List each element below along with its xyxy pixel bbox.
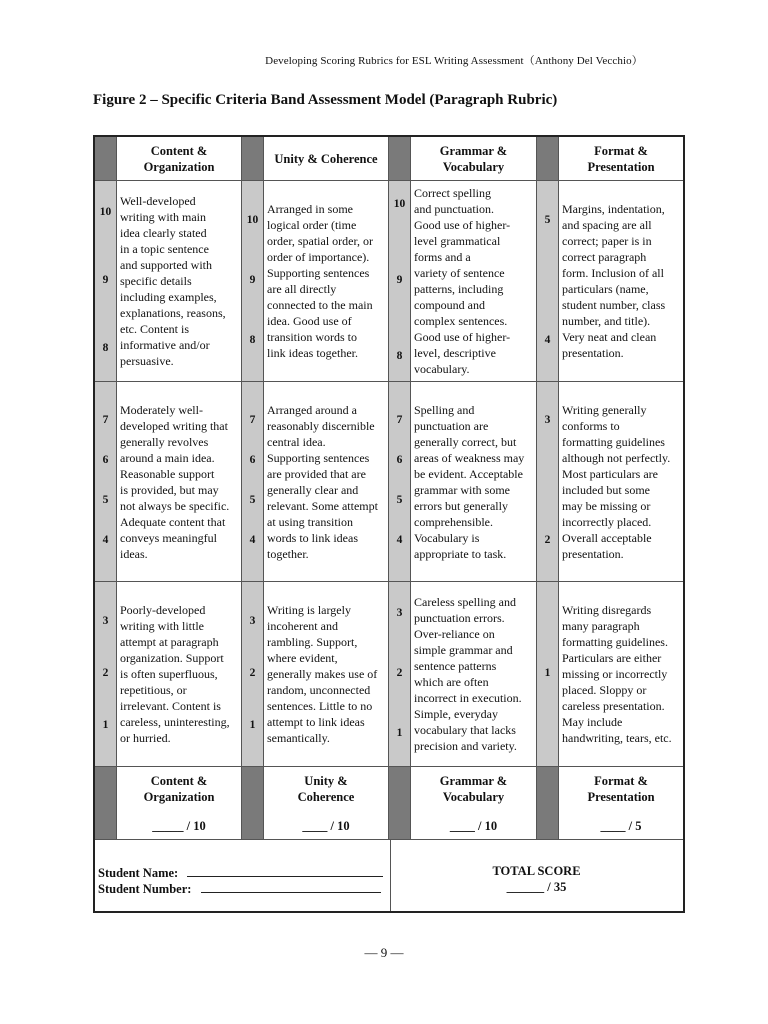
descriptor-line: number, and title). <box>562 314 651 328</box>
descriptor-line: placed. Sloppy or <box>562 683 647 697</box>
descriptor-line: and punctuation. <box>414 202 494 216</box>
descriptor-line: appropriate to task. <box>414 546 507 561</box>
descriptor-line: Overall acceptable <box>562 530 652 545</box>
descriptor-line: May include <box>562 715 623 729</box>
descriptor-line: Most particulars are <box>562 466 658 481</box>
descriptor-line: comprehensible. <box>414 514 493 529</box>
figure-title: Figure 2 – Specific Criteria Band Assessment Model (Paragraph Rubric) <box>93 92 558 108</box>
descriptor-line: reasonably discernible <box>267 418 375 433</box>
descriptor-line: may be missing or <box>562 498 651 513</box>
score-value: 10 <box>99 205 112 218</box>
header-line: Content & <box>150 143 208 158</box>
header-row <box>95 137 683 181</box>
descriptor-line: Poorly-developed <box>120 603 206 617</box>
band-row-1 <box>95 181 683 382</box>
descriptor-line: Margins, indentation, <box>562 202 665 216</box>
format-score-column <box>537 181 559 381</box>
student-name-line <box>98 864 383 881</box>
descriptor-line: careless presentation. <box>562 699 665 713</box>
descriptor-line: ideas. <box>120 546 148 561</box>
score-value: 7 <box>249 414 256 426</box>
grammar-score-column <box>389 382 411 581</box>
descriptor-line: errors but generally <box>414 498 508 513</box>
score-value: 1 <box>544 666 551 679</box>
descriptor-line: incoherent and <box>267 619 338 633</box>
descriptor-line: Arranged in some <box>267 202 353 216</box>
descriptor-line: irrelevant. Content is <box>120 699 221 713</box>
score-value: 6 <box>396 454 403 466</box>
score-value: 6 <box>249 454 256 466</box>
descriptor-line: level grammatical <box>414 234 501 248</box>
unity-descriptor <box>264 181 389 381</box>
score-value: 3 <box>249 614 256 627</box>
footer-label-line: Vocabulary <box>442 790 505 804</box>
descriptor-line: persuasive. <box>120 354 174 368</box>
descriptor-line: presentation. <box>562 346 624 360</box>
descriptor-line: attempt at paragraph <box>120 635 219 649</box>
score-entry-row <box>95 767 683 840</box>
descriptor-line: where evident, <box>267 651 338 665</box>
unity-score-column <box>242 382 264 581</box>
descriptor-line: attempt to link ideas <box>267 715 365 729</box>
score-value: 5 <box>102 494 109 506</box>
format-descriptor <box>559 382 683 581</box>
descriptor-line: Reasonable support <box>120 466 215 481</box>
score-value: 2 <box>249 666 256 679</box>
descriptor-line: Very neat and clean <box>562 330 657 344</box>
footer-label-line: Coherence <box>297 790 355 804</box>
score-value: 4 <box>396 534 403 546</box>
score-column-header <box>389 137 411 180</box>
descriptor-line: incorrectly placed. <box>562 514 652 529</box>
content-descriptor <box>117 382 242 581</box>
unity-descriptor <box>264 582 389 766</box>
descriptor-line: presentation. <box>562 546 624 561</box>
descriptor-line: etc. Content is <box>120 322 189 336</box>
descriptor-line: writing with main <box>120 210 206 224</box>
descriptor-line: explanations, reasons, <box>120 306 226 320</box>
descriptor-line: relevant. Some attempt <box>267 498 378 513</box>
descriptor-line: vocabulary. <box>414 362 470 376</box>
score-value: 5 <box>396 494 403 506</box>
descriptor-line: patterns, including <box>414 282 504 296</box>
descriptor-line: Vocabulary is <box>414 530 480 545</box>
descriptor-line: order of importance). <box>267 250 370 264</box>
grammar-score-column <box>389 582 411 766</box>
descriptor-line: including examples, <box>120 290 217 304</box>
descriptor-line: are all directly <box>267 282 337 296</box>
descriptor-line: Writing generally <box>562 402 647 417</box>
footer-unity-coherence <box>264 767 389 839</box>
format-score-blank[interactable]: ____ / 5 <box>600 819 642 833</box>
score-value: 3 <box>102 614 109 627</box>
header-line: Presentation <box>587 159 655 174</box>
descriptor-line: included but some <box>562 482 650 497</box>
descriptor-line: forms and a <box>414 250 471 264</box>
format-descriptor <box>559 582 683 766</box>
descriptor-line: although not perfectly. <box>562 450 671 465</box>
score-value: 7 <box>102 414 109 426</box>
descriptor-line: generally revolves <box>120 434 209 449</box>
descriptor-line: formatting guidelines <box>562 434 665 449</box>
descriptor-line: order, spatial order, or <box>267 234 373 248</box>
score-value: 5 <box>544 213 551 226</box>
header-line: Unity & Coherence <box>274 151 378 166</box>
descriptor-line: is often superfluous, <box>120 667 218 681</box>
descriptor-line: Writing is largely <box>267 603 351 617</box>
descriptor-line: Good use of higher- <box>414 218 511 232</box>
score-column-footer <box>537 767 559 839</box>
footer-label-line: Grammar & <box>439 774 508 788</box>
score-value: 9 <box>102 273 109 286</box>
descriptor-line: punctuation errors. <box>414 611 505 625</box>
descriptor-line: repetitious, or <box>120 683 187 697</box>
score-value: 4 <box>249 534 256 546</box>
content-score-column <box>95 382 117 581</box>
format-score-column <box>537 582 559 766</box>
grammar-score-column <box>389 181 411 381</box>
score-column-header <box>95 137 117 180</box>
descriptor-line: formatting guidelines. <box>562 635 668 649</box>
header-line: Organization <box>143 159 215 174</box>
unity-score-column <box>242 181 264 381</box>
descriptor-line: Adequate content that <box>120 514 226 529</box>
descriptor-line: is provided, but may <box>120 482 219 497</box>
descriptor-line: writing with little <box>120 619 204 633</box>
running-head-author: （Anthony Del Vecchio） <box>523 55 643 67</box>
descriptor-line: Writing disregards <box>562 603 652 617</box>
header-line: Grammar & <box>439 143 508 158</box>
descriptor-line: idea clearly stated <box>120 226 207 240</box>
descriptor-line: form. Inclusion of all <box>562 266 664 280</box>
grammar-descriptor <box>411 382 537 581</box>
running-head-title: Developing Scoring Rubrics for ESL Writing Assessment <box>265 55 524 67</box>
descriptor-line: central idea. <box>267 434 326 449</box>
total-score-blank[interactable]: ______ / 35 <box>506 880 567 894</box>
content-descriptor <box>117 582 242 766</box>
descriptor-line: Well-developed <box>120 194 196 208</box>
descriptor-line: Careless spelling and <box>414 595 516 609</box>
score-value: 2 <box>102 666 109 679</box>
footer-label-line: Content & <box>150 774 208 788</box>
descriptor-line: Over-reliance on <box>414 627 495 641</box>
score-value: 2 <box>544 534 551 546</box>
footer-label-line: Format & <box>594 774 648 788</box>
format-score-column <box>537 382 559 581</box>
descriptor-line: Moderately well- <box>120 402 203 417</box>
score-value: 5 <box>249 494 256 506</box>
score-value: 3 <box>396 606 403 619</box>
score-column-header <box>242 137 264 180</box>
descriptor-line: connected to the main <box>267 298 373 312</box>
descriptor-line: complex sentences. <box>414 314 508 328</box>
descriptor-line: Spelling and <box>414 402 475 417</box>
descriptor-line: particulars (name, <box>562 282 649 296</box>
footer-format-presentation <box>559 767 683 839</box>
descriptor-line: transition words to <box>267 330 357 344</box>
descriptor-line: incorrect in execution. <box>414 691 522 705</box>
header-content-organization <box>117 137 242 180</box>
descriptor-line: together. <box>267 546 309 561</box>
header-line: Vocabulary <box>442 159 505 174</box>
score-column-footer <box>95 767 117 839</box>
descriptor-line: correct; paper is in <box>562 234 652 248</box>
score-value: 9 <box>396 273 403 286</box>
descriptor-line: Good use of higher- <box>414 330 511 344</box>
descriptor-line: not always be specific. <box>120 498 230 513</box>
score-value: 2 <box>396 666 403 679</box>
descriptor-line: grammar with some <box>414 482 510 497</box>
descriptor-line: conveys meaningful <box>120 530 217 545</box>
score-value: 3 <box>544 414 551 426</box>
descriptor-line: areas of weakness may <box>414 450 525 465</box>
grammar-descriptor <box>411 582 537 766</box>
unity-descriptor <box>264 382 389 581</box>
band-row-3 <box>95 582 683 767</box>
total-score <box>390 840 683 911</box>
descriptor-line: sentences. Little to no <box>267 699 373 713</box>
score-value: 8 <box>102 341 109 354</box>
student-total-row <box>95 840 683 911</box>
descriptor-line: Arranged around a <box>267 402 357 417</box>
score-value: 8 <box>249 333 256 346</box>
descriptor-line: logical order (time <box>267 218 357 232</box>
descriptor-line: in a topic sentence <box>120 242 209 256</box>
descriptor-line: punctuation are <box>414 418 489 433</box>
content-score-column <box>95 582 117 766</box>
score-value: 8 <box>396 349 403 362</box>
score-value: 6 <box>102 454 109 466</box>
student-number-line <box>98 880 381 897</box>
header-line: Format & <box>594 143 648 158</box>
descriptor-line: random, unconnected <box>267 683 371 697</box>
descriptor-line: many paragraph <box>562 619 640 633</box>
format-descriptor <box>559 181 683 381</box>
descriptor-line: organization. Support <box>120 651 224 665</box>
grammar-descriptor <box>411 181 537 381</box>
descriptor-line: precision and variety. <box>414 739 517 753</box>
descriptor-line: and spacing are all <box>562 218 652 232</box>
descriptor-line: specific details <box>120 274 192 288</box>
descriptor-line: compound and <box>414 298 485 312</box>
band-row-2 <box>95 382 683 582</box>
student-info <box>95 840 391 911</box>
descriptor-line: or hurried. <box>120 731 171 745</box>
footer-label-line: Unity & <box>304 774 348 788</box>
score-value: 10 <box>393 197 406 210</box>
descriptor-line: generally clear and <box>267 482 359 497</box>
descriptor-line: variety of sentence <box>414 266 505 280</box>
descriptor-line: missing or incorrectly <box>562 667 668 681</box>
descriptor-line: Supporting sentences <box>267 266 370 280</box>
content-score-blank[interactable]: _____ / 10 <box>152 819 206 833</box>
descriptor-line: informative and/or <box>120 338 210 352</box>
descriptor-line: sentence patterns <box>414 659 497 673</box>
descriptor-line: Supporting sentences <box>267 450 370 465</box>
descriptor-line: idea. Good use of <box>267 314 352 328</box>
score-column-header <box>537 137 559 180</box>
descriptor-line: conforms to <box>562 418 620 433</box>
total-score-label: TOTAL SCORE <box>492 864 581 878</box>
footer-content-organization <box>117 767 242 839</box>
rubric-table <box>93 135 685 913</box>
descriptor-line: be evident. Acceptable <box>414 466 523 481</box>
descriptor-line: developed writing that <box>120 418 228 433</box>
descriptor-line: handwriting, tears, etc. <box>562 731 672 745</box>
unity-score-column <box>242 582 264 766</box>
descriptor-line: around a main idea. <box>120 450 215 465</box>
unity-score-blank[interactable]: ____ / 10 <box>302 819 350 833</box>
descriptor-line: which are often <box>414 675 489 689</box>
descriptor-line: Simple, everyday <box>414 707 498 721</box>
descriptor-line: correct paragraph <box>562 250 647 264</box>
score-value: 1 <box>249 718 256 731</box>
header-grammar-vocabulary <box>411 137 537 180</box>
descriptor-line: Correct spelling <box>414 186 491 200</box>
content-score-column <box>95 181 117 381</box>
header-unity-coherence <box>264 137 389 180</box>
score-value: 7 <box>396 414 403 426</box>
score-value: 9 <box>249 273 256 286</box>
descriptor-line: semantically. <box>267 731 330 745</box>
descriptor-line: and supported with <box>120 258 212 272</box>
descriptor-line: vocabulary that lacks <box>414 723 516 737</box>
footer-grammar-vocabulary <box>411 767 537 839</box>
content-descriptor <box>117 181 242 381</box>
running-head <box>0 52 768 68</box>
score-column-footer <box>389 767 411 839</box>
student-number-label: Student Number: <box>98 882 192 896</box>
descriptor-line: Particulars are either <box>562 651 662 665</box>
footer-label-line: Presentation <box>587 790 655 804</box>
descriptor-line: level, descriptive <box>414 346 496 360</box>
student-number-field[interactable] <box>201 880 381 893</box>
student-name-label: Student Name: <box>98 866 179 880</box>
descriptor-line: rambling. Support, <box>267 635 358 649</box>
header-format-presentation <box>559 137 683 180</box>
score-value: 4 <box>544 333 551 346</box>
descriptor-line: generally makes use of <box>267 667 378 681</box>
grammar-score-blank[interactable]: ____ / 10 <box>449 819 498 833</box>
descriptor-line: simple grammar and <box>414 643 513 657</box>
descriptor-line: are provided that are <box>267 466 366 481</box>
descriptor-line: careless, uninteresting, <box>120 715 230 729</box>
student-name-field[interactable] <box>187 864 383 877</box>
score-value: 1 <box>102 718 109 731</box>
descriptor-line: student number, class <box>562 298 666 312</box>
descriptor-line: link ideas together. <box>267 346 358 360</box>
footer-label-line: Organization <box>143 790 215 804</box>
score-column-footer <box>242 767 264 839</box>
descriptor-line: at using transition <box>267 514 353 529</box>
descriptor-line: generally correct, but <box>414 434 517 449</box>
score-value: 4 <box>102 534 109 546</box>
descriptor-line: words to link ideas <box>267 530 358 545</box>
page-number: — 9 — <box>364 945 404 960</box>
score-value: 1 <box>396 726 403 739</box>
score-value: 10 <box>246 213 259 226</box>
